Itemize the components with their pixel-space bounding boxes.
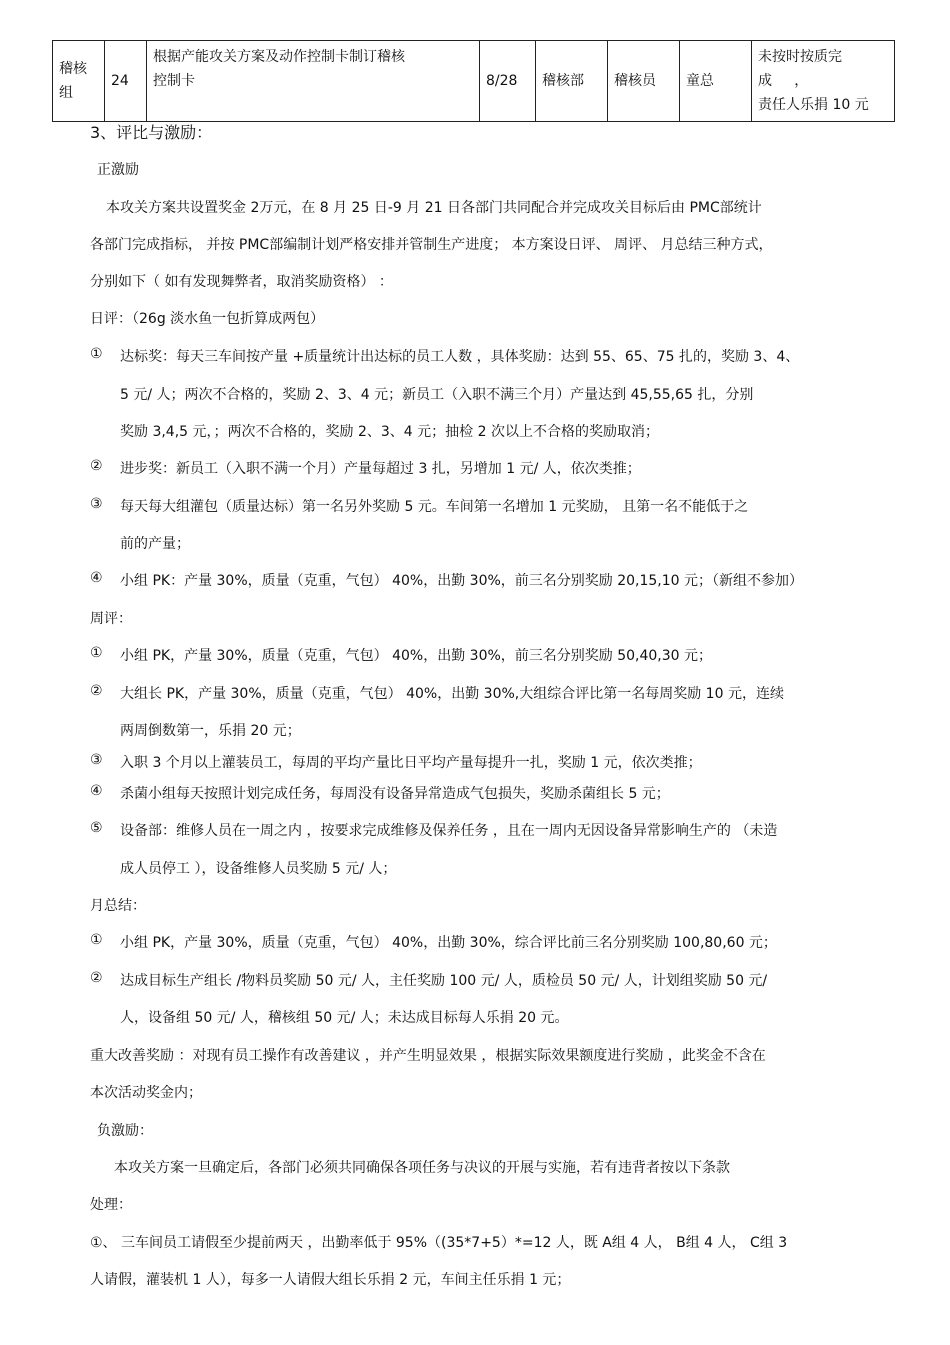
weekly-item-2-line2: 两周倒数第一，乐捐 20 元； <box>120 723 301 739</box>
weekly-item-2-num: ② <box>90 683 103 699</box>
daily-item-3-line2: 前的产量； <box>120 536 190 552</box>
intro-line-1: 本攻关方案共设置奖金 2万元，在 8 月 25 日-9 月 21 日各部门共同配合并完成攻关目标后由 PMC部统计 <box>106 200 762 216</box>
monthly-item-2-line2: 人，设备组 50 元/ 人，稽核组 50 元/ 人；未达成目标每人乐捐 20 元。 <box>120 1010 569 1026</box>
task-text-line1: 根据产能攻关方案及动作控制卡制订稽核 <box>153 49 405 65</box>
weekly-item-5-num: ⑤ <box>90 820 103 836</box>
negative-intro-line2: 处理： <box>90 1197 132 1213</box>
weekly-item-4-num: ④ <box>90 783 103 799</box>
number-cell <box>105 41 147 122</box>
daily-item-3-line1: 每天每大组灌包（质量达标）第一名另外奖励 5 元。车间第一名增加 1 元奖励， 且第一名不能低于之 <box>120 499 749 515</box>
penalty-text-b: ， <box>794 73 809 89</box>
monthly-title: 月总结： <box>90 898 146 914</box>
daily-item-1-line1: 达标奖：每天三车间按产量 +质量统计出达标的员工人数 ，具体奖励：达到 55、65、75 扎的，奖励 3、4、 <box>120 349 800 365</box>
supervisor-text: 童总 <box>686 73 714 89</box>
weekly-item-1-line1: 小组 PK，产量 30%，质量（克重，气包） 40%，出勤 30%，前三名分别奖励 50,40,30 元； <box>120 648 713 664</box>
weekly-item-3-num: ③ <box>90 752 103 768</box>
task-cell <box>147 41 480 122</box>
group-cell <box>53 41 105 122</box>
daily-item-4-num: ④ <box>90 570 103 586</box>
section-title: 3、评比与激励： <box>90 123 213 142</box>
monthly-item-2-line1: 达成目标生产组长 /物料员奖励 50 元/ 人，主任奖励 100 元/ 人，质检员 50 元/ 人，计划组奖励 50 元/ <box>120 973 768 989</box>
monthly-item-2-num: ② <box>90 970 103 986</box>
weekly-title: 周评： <box>90 611 132 627</box>
supervisor-cell <box>680 41 752 122</box>
daily-title: 日评：（26g 淡水鱼一包折算成两包） <box>90 311 325 327</box>
penalty-text-line2: 责任人乐捐 10 元 <box>758 97 869 113</box>
intro-line-3: 分别如下（ 如有发现舞弊者，取消奖励资格） ： <box>90 274 393 290</box>
dept-cell <box>536 41 608 122</box>
negative-item-1-line2: 人请假，灌装机 1 人），每多一人请假大组长乐捐 2 元，车间主任乐捐 1 元； <box>90 1272 571 1288</box>
negative-item-1-line1: ①、 三车间员工请假至少提前两天 ，出勤率低于 95%（(35*7+5）*=12 人，既 A组 4 人， B组 4 人， C组 3 <box>90 1235 788 1251</box>
daily-item-2-num: ② <box>90 458 103 474</box>
task-text-line2: 控制卡 <box>153 73 195 89</box>
person-text: 稽核员 <box>614 73 656 89</box>
intro-line-2: 各部门完成指标， 并按 PMC部编制计划严格安排并管制生产进度； 本方案设日评、 周评、 月总结三种方式， <box>90 237 773 253</box>
daily-item-1-line3: 奖励 3,4,5 元，；两次不合格的，奖励 2、3、4 元；抽检 2 次以上不合格的奖励取消； <box>120 424 659 440</box>
weekly-item-2-line1: 大组长 PK，产量 30%，质量（克重，气包） 40%，出勤 30%,大组综合评比第一名每周奖励 10 元，连续 <box>120 686 784 702</box>
task-table <box>52 40 895 122</box>
daily-item-2-line1: 进步奖：新员工（入职不满一个月）产量每超过 3 扎，另增加 1 元/ 人，依次类推； <box>120 461 641 477</box>
penalty-cell <box>752 41 895 122</box>
weekly-item-1-num: ① <box>90 645 103 661</box>
penalty-text-a: 未按时按质完成 <box>758 49 842 89</box>
negative-intro-line1: 本攻关方案一旦确定后，各部门必须共同确保各项任务与决议的开展与实施，若有违背者按以下条款 <box>114 1160 730 1176</box>
weekly-item-3-line1: 入职 3 个月以上灌装员工，每周的平均产量比日平均产量每提升一扎，奖励 1 元，依次类推； <box>120 755 702 771</box>
daily-item-1-num: ① <box>90 346 103 362</box>
weekly-item-5-line1: 设备部：维修人员在一周之内 ，按要求完成维修及保养任务 ，且在一周内无因设备异常影响生产的 （未造 <box>120 823 778 839</box>
number-text: 24 <box>111 73 129 89</box>
monthly-item-1-line1: 小组 PK，产量 30%，质量（克重，气包） 40%，出勤 30%，综合评比前三名分别奖励 100,80,60 元； <box>120 935 777 951</box>
date-cell <box>480 41 536 122</box>
penalty-text-line1 <box>758 45 888 93</box>
daily-item-1-line2: 5 元/ 人；两次不合格的，奖励 2、3、4 元；新员工（入职不满三个月）产量达到 45,55,65 扎，分别 <box>120 387 754 403</box>
weekly-item-5-line2: 成人员停工 ），设备维修人员奖励 5 元/ 人； <box>120 861 397 877</box>
weekly-item-4-line1: 杀菌小组每天按照计划完成任务，每周没有设备异常造成气包损失，奖励杀菌组长 5 元； <box>120 786 670 802</box>
major-improvement-line1: 重大改善奖励 ：对现有员工操作有改善建议 ，并产生明显效果 ，根据实际效果额度进行奖励 ，此奖金不含在 <box>90 1048 766 1064</box>
group-text: 稽核组 <box>59 61 87 101</box>
dept-text: 稽核部 <box>542 73 584 89</box>
person-cell <box>608 41 680 122</box>
table-row <box>53 41 895 122</box>
daily-item-3-num: ③ <box>90 496 103 512</box>
negative-incentive-title: 负激励： <box>97 1123 153 1139</box>
major-improvement-line2: 本次活动奖金内； <box>90 1085 202 1101</box>
monthly-item-1-num: ① <box>90 932 103 948</box>
date-text: 8/28 <box>486 73 518 89</box>
daily-item-4-line1: 小组 PK：产量 30%，质量（克重，气包） 40%，出勤 30%，前三名分别奖励 20,15,10 元；（新组不参加） <box>120 573 804 589</box>
positive-incentive-title: 正激励 <box>97 162 139 178</box>
